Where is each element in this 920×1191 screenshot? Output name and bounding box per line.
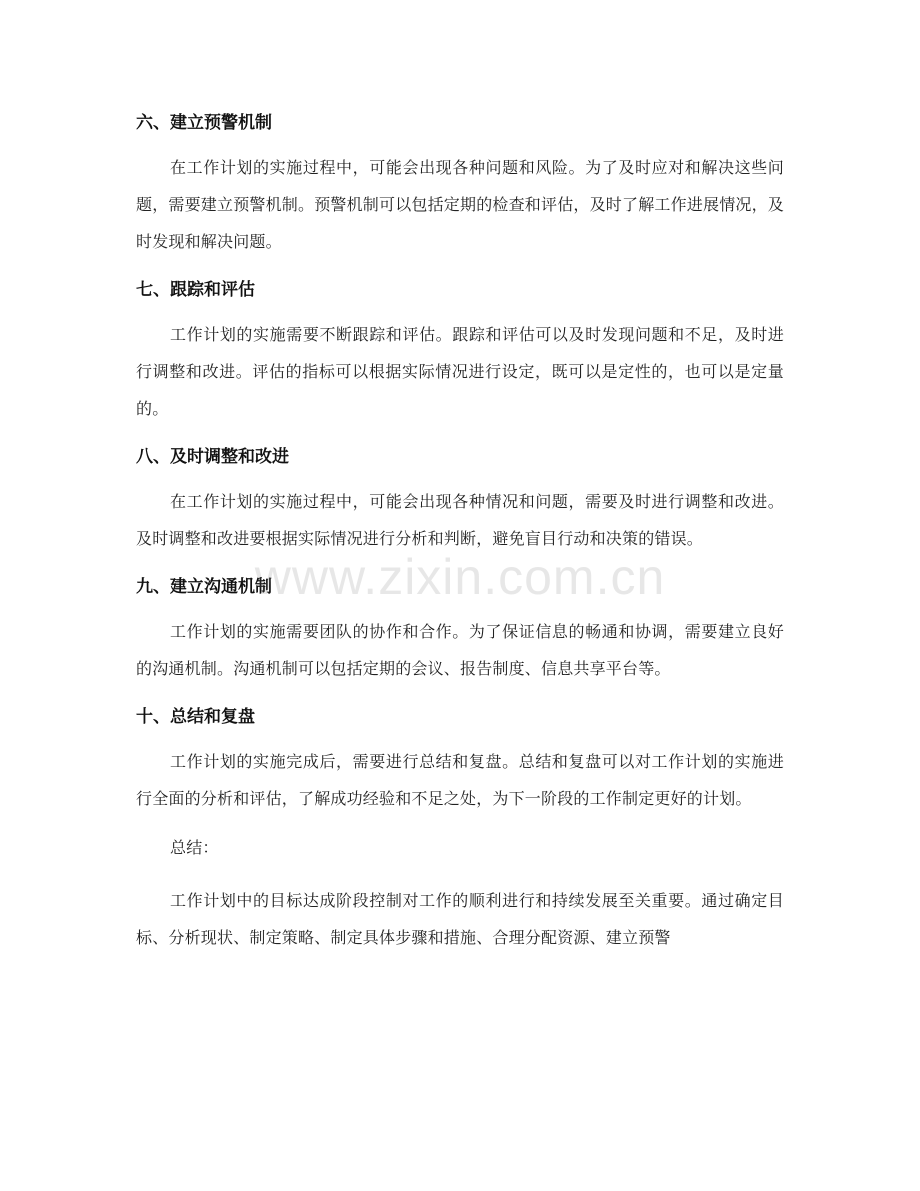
section-heading-review: 十、总结和复盘 [136, 707, 255, 727]
summary-paragraph: 工作计划中的目标达成阶段控制对工作的顺利进行和持续发展至关重要。通过确定目标、分析现状、制定策略、制定具体步骤和措施、合理分配资源、建立预警 [136, 891, 784, 947]
section-paragraph-communication: 工作计划的实施需要团队的协作和合作。为了保证信息的畅通和协调，需要建立良好的沟通机制。沟通机制可以包括定期的会议、报告制度、信息共享平台等。 [136, 622, 784, 678]
summary-label: 总结： [170, 838, 219, 857]
document-content [136, 104, 784, 967]
section-paragraph-tracking: 工作计划的实施需要不断跟踪和评估。跟踪和评估可以及时发现问题和不足，及时进行调整和改进。评估的指标可以根据实际情况进行设定，既可以是定性的，也可以是定量的。 [136, 325, 784, 418]
section-heading-adjustment: 八、及时调整和改进 [136, 447, 289, 467]
section-paragraph-warning: 在工作计划的实施过程中，可能会出现各种问题和风险。为了及时应对和解决这些问题，需要建立预警机制。预警机制可以包括定期的检查和评估，及时了解工作进展情况，及时发现和解决问题。 [136, 158, 785, 251]
section-heading-warning: 六、建立预警机制 [136, 113, 272, 133]
section-paragraph-adjustment: 在工作计划的实施过程中，可能会出现各种情况和问题，需要及时进行调整和改进。及时调整和改进要根据实际情况进行分析和判断，避免盲目行动和决策的错误。 [136, 492, 784, 548]
section-paragraph-review: 工作计划的实施完成后，需要进行总结和复盘。总结和复盘可以对工作计划的实施进行全面的分析和评估，了解成功经验和不足之处，为下一阶段的工作制定更好的计划。 [136, 752, 784, 808]
section-heading-tracking: 七、跟踪和评估 [136, 280, 255, 300]
watermark-text: www.zixin.com.cn [254, 549, 666, 605]
section-heading-communication: 九、建立沟通机制 [136, 577, 272, 597]
